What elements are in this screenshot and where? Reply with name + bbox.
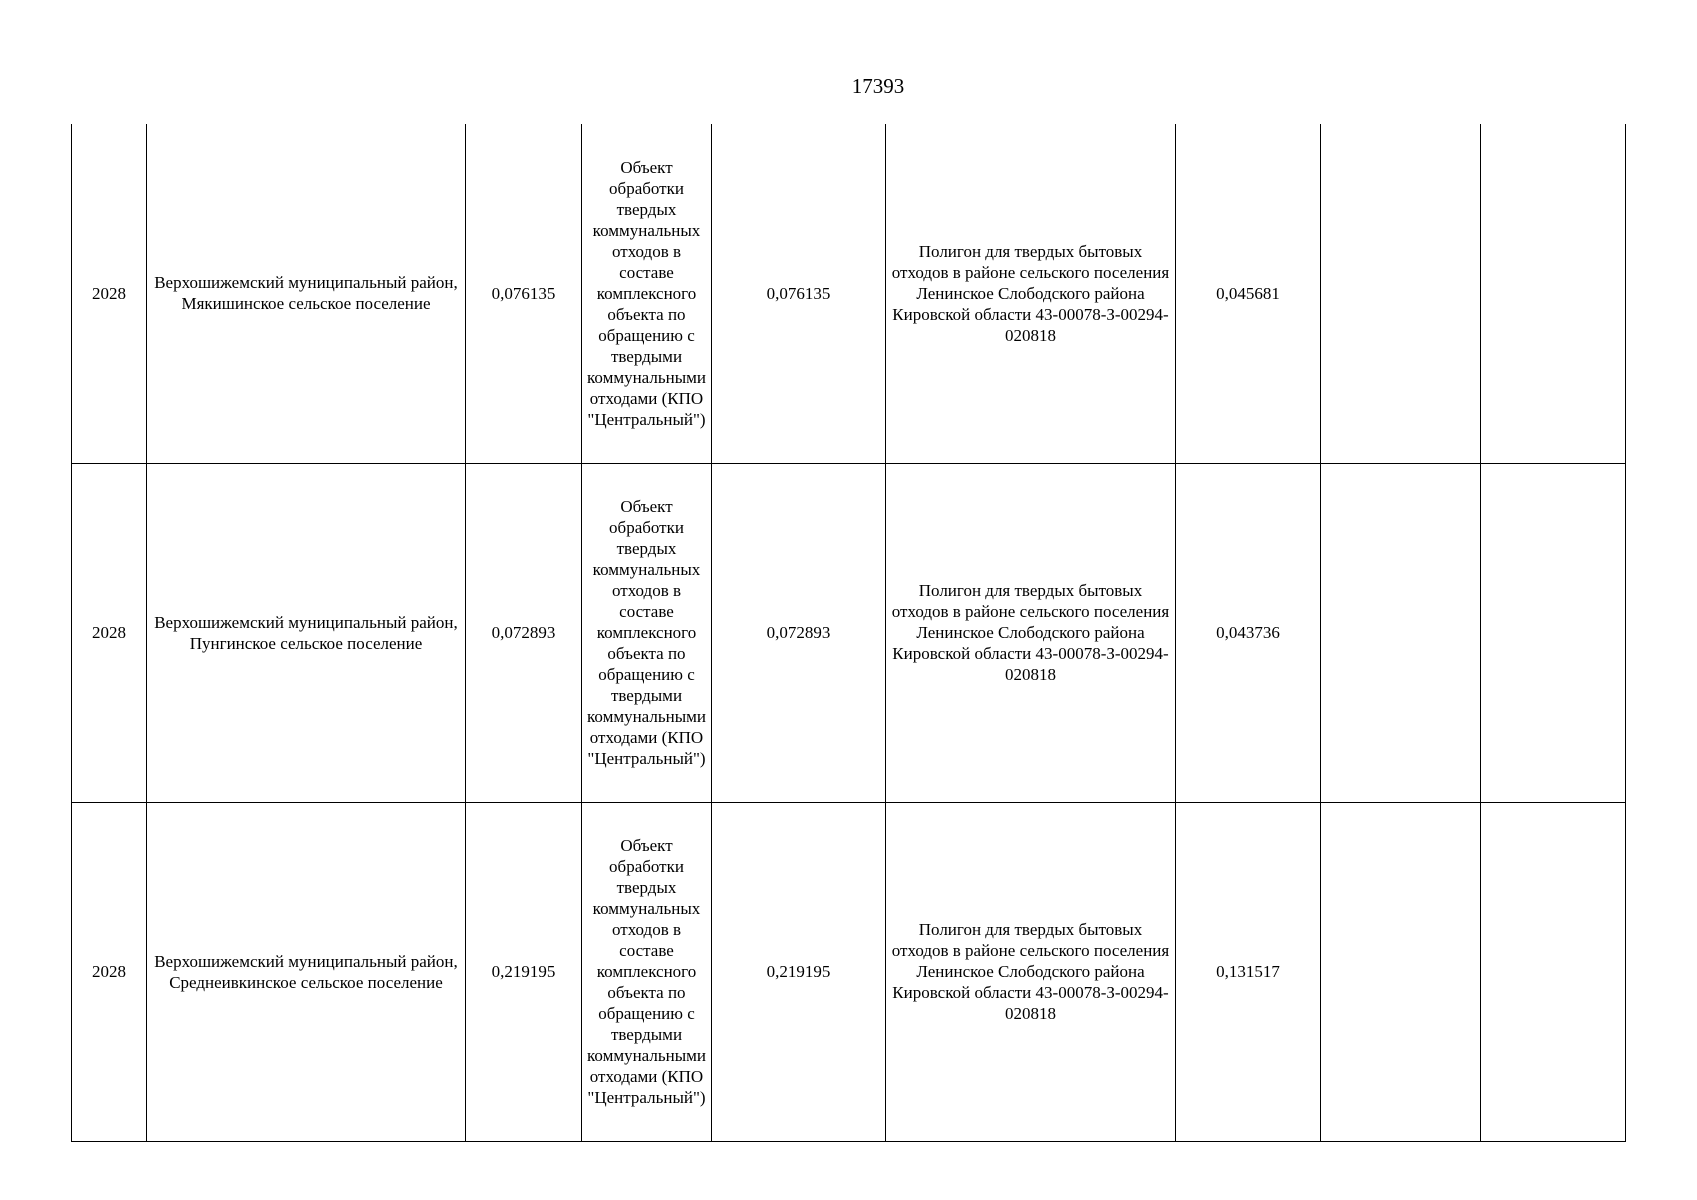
waste-flow-table <box>71 124 1626 1142</box>
mass-cell: 0,219195 <box>466 802 582 1141</box>
mass-cell: 0,076135 <box>466 124 582 463</box>
table-row <box>72 124 1626 463</box>
empty-cell <box>1321 802 1481 1141</box>
table-row <box>72 802 1626 1141</box>
municipality-cell: Верхошижемский муниципальный район, Среднеивкинское сельское поселение <box>147 802 466 1141</box>
empty-cell <box>1481 802 1626 1141</box>
year-cell: 2028 <box>72 124 147 463</box>
mass-to-landfill-cell: 0,045681 <box>1176 124 1321 463</box>
municipality-cell: Верхошижемский муниципальный район, Пунгинское сельское поселение <box>147 463 466 802</box>
mass-to-facility-cell: 0,076135 <box>712 124 886 463</box>
mass-to-landfill-cell: 0,131517 <box>1176 802 1321 1141</box>
empty-cell <box>1321 124 1481 463</box>
mass-to-landfill-cell: 0,043736 <box>1176 463 1321 802</box>
empty-cell <box>1481 124 1626 463</box>
empty-cell <box>1321 463 1481 802</box>
year-cell: 2028 <box>72 463 147 802</box>
landfill-cell: Полигон для твердых бытовых отходов в районе сельского поселения Ленинское Слободского района Кировской области 43-00078-З-00294-020818 <box>886 463 1176 802</box>
municipality-cell: Верхошижемский муниципальный район, Мякишинское сельское поселение <box>147 124 466 463</box>
empty-cell <box>1481 463 1626 802</box>
facility-cell: Объект обработки твердых коммунальных отходов в составе комплексного объекта по обращению с твердыми коммунальными отходами (КПО "Центральный") <box>582 463 712 802</box>
landfill-cell: Полигон для твердых бытовых отходов в районе сельского поселения Ленинское Слободского района Кировской области 43-00078-З-00294-020818 <box>886 802 1176 1141</box>
mass-cell: 0,072893 <box>466 463 582 802</box>
mass-to-facility-cell: 0,072893 <box>712 463 886 802</box>
facility-cell: Объект обработки твердых коммунальных отходов в составе комплексного объекта по обращению с твердыми коммунальными отходами (КПО "Центральный") <box>582 802 712 1141</box>
facility-cell: Объект обработки твердых коммунальных отходов в составе комплексного объекта по обращению с твердыми коммунальными отходами (КПО "Центральный") <box>582 124 712 463</box>
year-cell: 2028 <box>72 802 147 1141</box>
mass-to-facility-cell: 0,219195 <box>712 802 886 1141</box>
table-row <box>72 463 1626 802</box>
landfill-cell: Полигон для твердых бытовых отходов в районе сельского поселения Ленинское Слободского района Кировской области 43-00078-З-00294-020818 <box>886 124 1176 463</box>
page-number: 17393 <box>851 74 905 98</box>
